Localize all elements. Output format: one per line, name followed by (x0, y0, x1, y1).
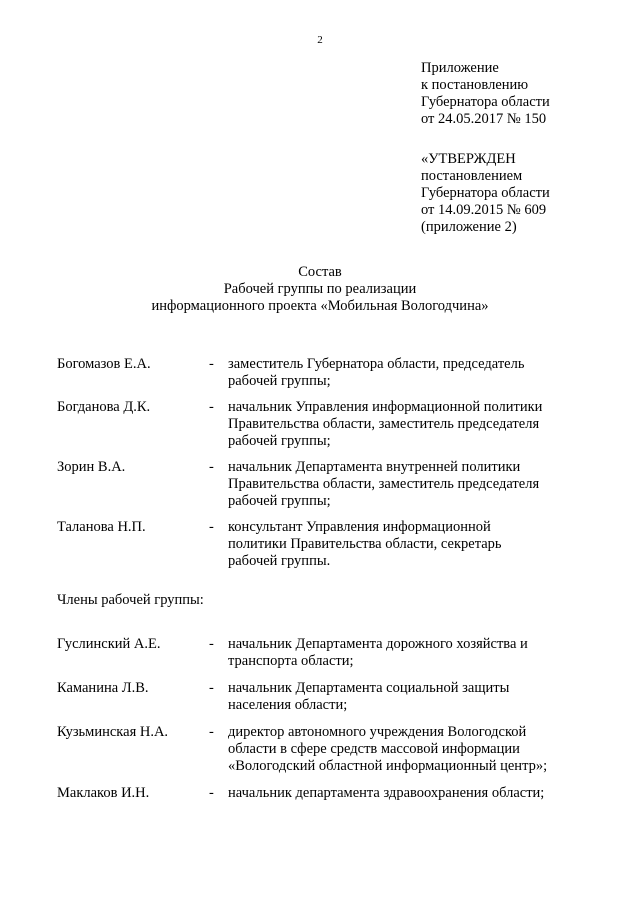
member-role-line: рабочей группы; (228, 433, 331, 449)
member-role (228, 724, 597, 775)
list-item (57, 356, 597, 390)
member-role-line: рабочей группы. (228, 553, 331, 569)
appendix-stamp-line: от 24.05.2017 № 150 (421, 111, 547, 127)
leadership-list (57, 356, 597, 579)
list-item (57, 680, 597, 714)
approval-stamp-line: от 14.09.2015 № 609 (421, 202, 547, 218)
approval-stamp-line: Губернатора области (421, 185, 550, 201)
member-role-line: «Вологодский областной информационный центр»; (228, 758, 548, 774)
title-line: информационного проекта «Мобильная Вологодчина» (151, 298, 489, 314)
member-role (228, 519, 597, 570)
appendix-stamp-line: Губернатора области (421, 94, 550, 110)
member-role-line: политики Правительства области, секретарь (228, 536, 502, 552)
member-role (228, 680, 597, 714)
list-item (57, 785, 597, 802)
member-name: Маклаков И.Н. (57, 785, 150, 801)
member-role-line: области в сфере средств массовой информации (228, 741, 520, 757)
member-role-line: Правительства области, заместитель председателя (228, 416, 540, 432)
member-name: Каманина Л.В. (57, 680, 149, 696)
member-role-line: населения области; (228, 697, 348, 713)
member-name: Гуслинский А.Е. (57, 636, 161, 652)
member-role-line: транспорта области; (228, 653, 354, 669)
member-role-line: консультант Управления информационной (228, 519, 491, 535)
member-role (228, 636, 597, 670)
members-list (57, 636, 597, 812)
member-dash: - (209, 680, 214, 696)
page-number: 2 (317, 34, 323, 46)
member-name: Таланова Н.П. (57, 519, 146, 535)
list-item (57, 519, 597, 570)
list-item (57, 636, 597, 670)
member-role-line: начальник Управления информационной политики (228, 399, 543, 415)
list-item (57, 459, 597, 510)
member-name: Богомазов Е.А. (57, 356, 151, 372)
member-role-line: директор автономного учреждения Вологодской (228, 724, 527, 740)
document-title (0, 264, 640, 315)
member-role-line: заместитель Губернатора области, председатель (228, 356, 525, 372)
appendix-stamp-line: Приложение (421, 60, 499, 76)
member-dash: - (209, 636, 214, 652)
approval-stamp-line: постановлением (421, 168, 523, 184)
member-dash: - (209, 459, 214, 475)
member-role (228, 459, 597, 510)
appendix-stamp-line: к постановлению (421, 77, 529, 93)
member-dash: - (209, 519, 214, 535)
member-role-line: начальник Департамента внутренней политики (228, 459, 521, 475)
member-dash: - (209, 356, 214, 372)
member-dash: - (209, 785, 214, 801)
title-line: Рабочей группы по реализации (223, 281, 417, 297)
member-role-line: начальник Департамента социальной защиты (228, 680, 510, 696)
member-role-line: начальник департамента здравоохранения области; (228, 785, 545, 801)
member-name: Богданова Д.К. (57, 399, 151, 415)
member-role-line: рабочей группы; (228, 373, 331, 389)
member-dash: - (209, 399, 214, 415)
list-item (57, 399, 597, 450)
approval-stamp (421, 151, 550, 236)
members-heading: Члены рабочей группы: (57, 592, 204, 608)
member-role (228, 399, 597, 450)
approval-stamp-line: «УТВЕРЖДЕН (421, 151, 516, 167)
member-name: Кузьминская Н.А. (57, 724, 169, 740)
approval-stamp-line: (приложение 2) (421, 219, 517, 235)
member-dash: - (209, 724, 214, 740)
member-role (228, 785, 597, 802)
title-line: Состав (298, 264, 342, 280)
member-role (228, 356, 597, 390)
member-name: Зорин В.А. (57, 459, 126, 475)
list-item (57, 724, 597, 775)
member-role-line: Правительства области, заместитель председателя (228, 476, 540, 492)
appendix-stamp (421, 60, 550, 128)
member-role-line: рабочей группы; (228, 493, 331, 509)
member-role-line: начальник Департамента дорожного хозяйства и (228, 636, 528, 652)
